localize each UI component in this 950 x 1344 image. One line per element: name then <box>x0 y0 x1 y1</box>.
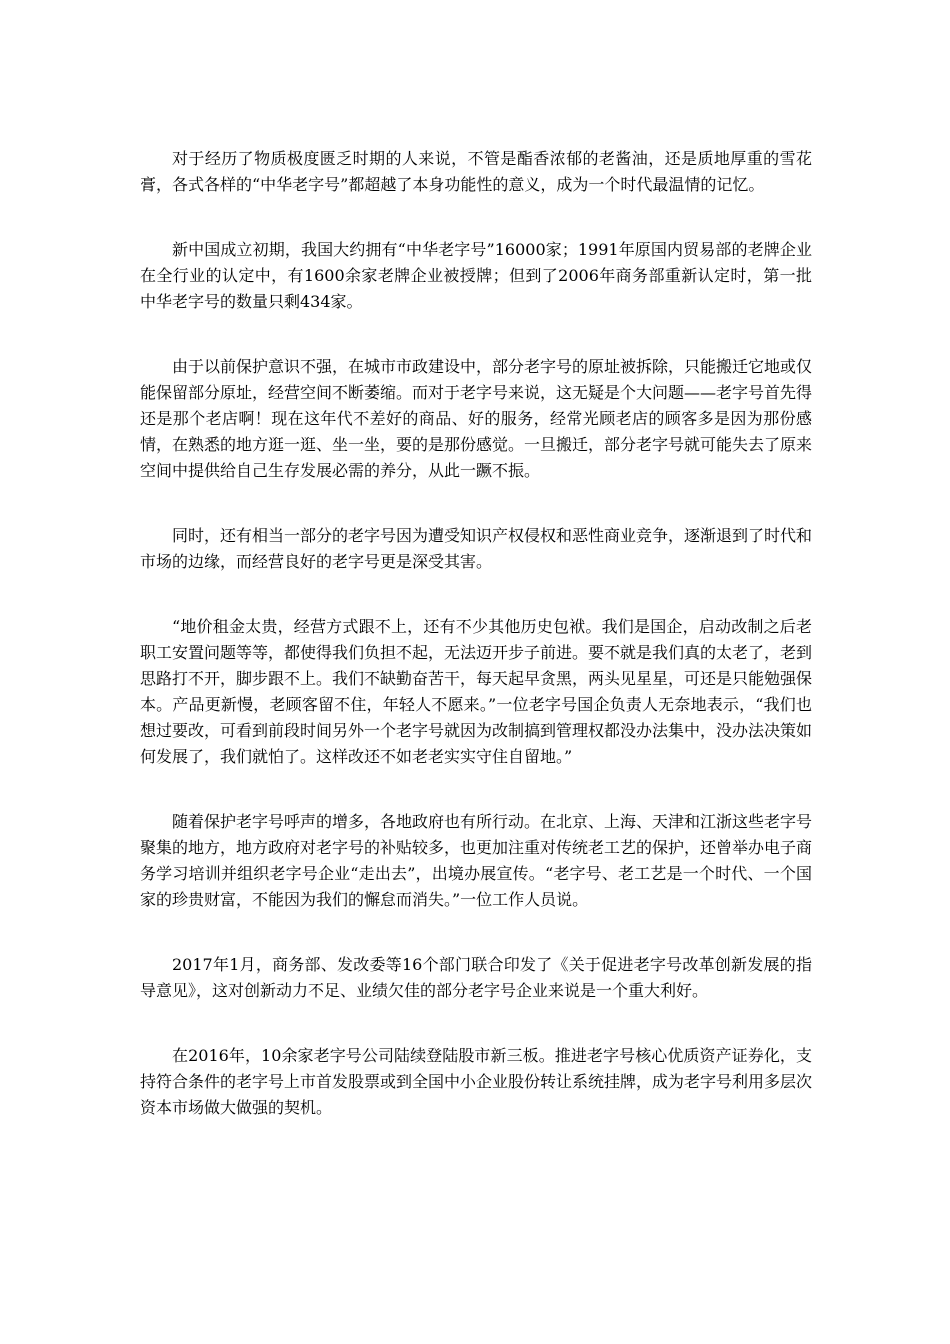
paragraph-memory: 对于经历了物质极度匮乏时期的人来说，不管是酯香浓郁的老酱油，还是质地厚重的雪花膏，各式各样的“中华老字号”都超越了本身功能性的意义，成为一个时代最温情的记忆。 <box>140 149 812 194</box>
paragraph-capital-market: 在2016年，10余家老字号公司陆续登陆股市新三板。推进老字号核心优质资产证券化，支持符合条件的老字号上市首发股票或到全国中小企业股份转让系统挂牌，成为老字号利用多层次资本市场做大做强的契机。 <box>140 1046 813 1117</box>
paragraph-relocation: 由于以前保护意识不强，在城市市政建设中，部分老字号的原址被拆除，只能搬迁它地或仅能保留部分原址，经营空间不断萎缩。而对于老字号来说，这无疑是个大问题——老字号首先得还是那个老店啊！现在这年代不差好的商品、好的服务，经常光顾老店的顾客多是因为那份感情，在熟悉的地方逛一逛、坐一坐，要的是那份感觉。一旦搬迁，部分老字号就可能失去了原来空间中提供给自己生存发展必需的养分，从此一蹶不振。 <box>140 357 813 480</box>
paragraph-history-count: 新中国成立初期，我国大约拥有“中华老字号”16000家；1991年原国内贸易部的老牌企业在全行业的认定中，有1600余家老牌企业被授牌；但到了2006年商务部重新认定时，第一批中华老字号的数量只剩434家。 <box>140 240 812 311</box>
paragraph-quote-manager: “地价租金太贵，经营方式跟不上，还有不少其他历史包袱。我们是国企，启动改制之后老职工安置问题等等，都使得我们负担不起，无法迈开步子前进。要不就是我们真的太老了，老到思路打不开，脚步跟不上。我们不缺勤奋苦干，每天起早贪黑，两头见星星，可还是只能勉强保本。产品更新慢，老顾客留不住，年轻人不愿来。”一位老字号国企负责人无奈地表示，“我们也想过要改，可看到前段时间另外一个老字号就因为改制搞到管理权都没办法集中，没办法决策如何发展了，我们就怕了。这样改还不如老老实实守住自留地。” <box>140 617 813 766</box>
paragraph-government-action: 随着保护老字号呼声的增多，各地政府也有所行动。在北京、上海、天津和江浙这些老字号聚集的地方，地方政府对老字号的补贴较多，也更加注重对传统老工艺的保护，还曾举办电子商务学习培训并组织老字号企业“走出去”，出境办展宣传。“老字号、老工艺是一个时代、一个国家的珍贵财富，不能因为我们的懈怠而消失。”一位工作人员说。 <box>140 812 813 909</box>
paragraph-infringement: 同时，还有相当一部分的老字号因为遭受知识产权侵权和恶性商业竞争，逐渐退到了时代和市场的边缘，而经营良好的老字号更是深受其害。 <box>140 526 813 571</box>
paragraph-policy-2017: 2017年1月，商务部、发改委等16个部门联合印发了《关于促进老字号改革创新发展的指导意见》，这对创新动力不足、业绩欠佳的部分老字号企业来说是一个重大利好。 <box>140 955 812 1000</box>
article-body <box>140 146 812 1121</box>
